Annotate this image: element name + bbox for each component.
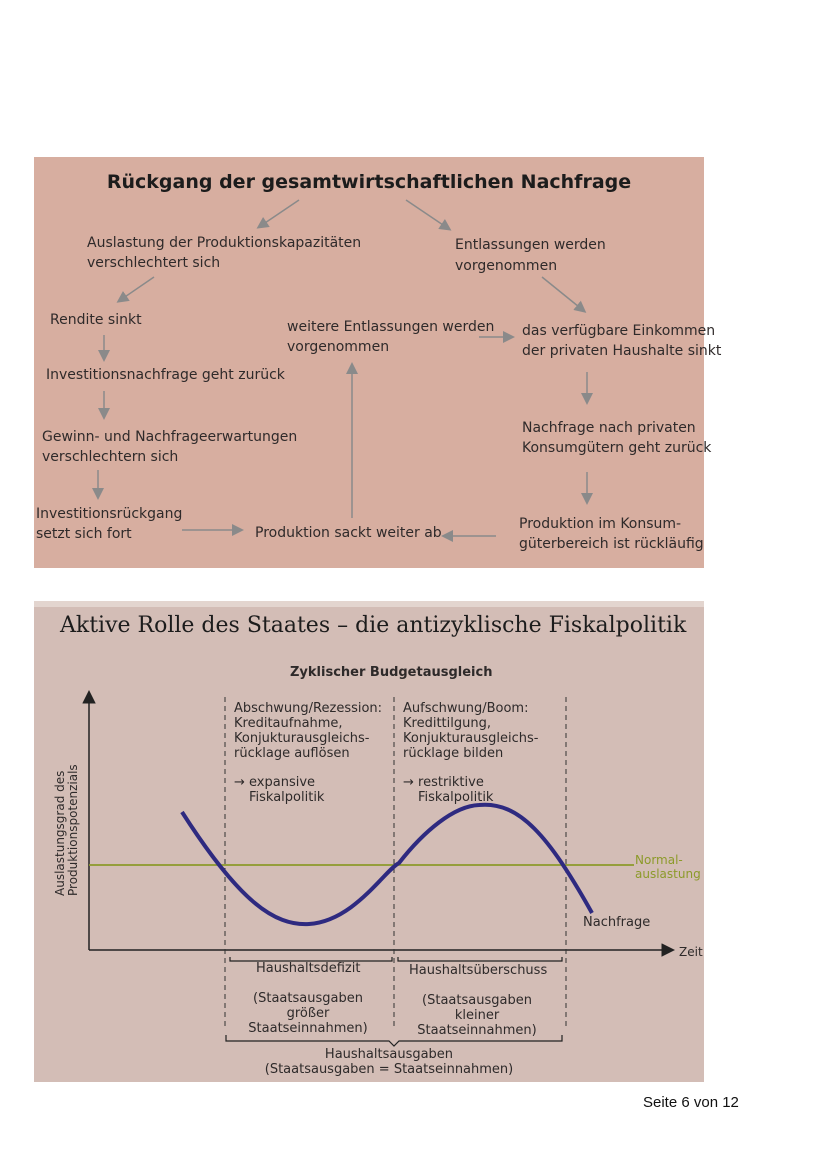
einkommen-line2: der privaten Haushalte sinkt [522, 343, 722, 359]
arrow-auslastung-rendite [119, 277, 154, 301]
normal-line2: auslastung [635, 867, 701, 881]
page-number: Seite 6 von 12 [643, 1094, 739, 1111]
subtitle-budgetausgleich: Zyklischer Budgetausgleich [290, 665, 493, 680]
expansive-line1: → expansive [234, 775, 316, 790]
auslastung-line2: verschlechtert sich [87, 255, 221, 271]
entlassungen-line1: Entlassungen werden [455, 237, 606, 253]
arrow-title-entlassungen [406, 200, 449, 229]
weitere-line2: vorgenommen [287, 339, 390, 355]
arrow-entlassungen-einkommen [542, 277, 584, 311]
box-investitionsnachfrage: Investitionsnachfrage geht zurück [46, 367, 285, 383]
diagram1-title: Rückgang der gesamtwirtschaftlichen Nachfrage [106, 171, 632, 193]
box-produktion-sackt: Produktion sackt weiter ab [255, 525, 442, 541]
x-axis-label: Zeit [679, 945, 703, 959]
box-gewinn [42, 427, 297, 467]
box-nachfrage-konsum [522, 418, 711, 458]
rueckgang-line1: Investitionsrückgang [36, 506, 183, 522]
ueberschuss-detail-1: (Staatsausgaben [422, 993, 532, 1008]
rueckgang-line2: setzt sich fort [36, 526, 132, 542]
ueberschuss-detail-2: kleiner [454, 1008, 500, 1023]
box-produktion-konsum [519, 514, 704, 554]
nachfrage-line2: Konsumgütern geht zurück [522, 440, 712, 456]
nachfrage-label: Nachfrage [583, 915, 651, 930]
restriktive-line1: → restriktive [403, 775, 484, 790]
abschwung-policy [234, 775, 324, 805]
konsum-line2: güterbereich ist rückläufig [519, 536, 704, 552]
defizit-detail-2: größer [286, 1006, 330, 1021]
box-einkommen [522, 321, 721, 361]
defizit-detail [248, 991, 368, 1036]
haushaltsausgaben-line2: (Staatsausgaben = Staatseinnahmen) [264, 1062, 514, 1077]
abschwung-line3: Konjukturausgleichs- [234, 731, 370, 746]
box-rendite: Rendite sinkt [50, 312, 142, 328]
normal-line1: Normal- [635, 853, 683, 867]
abschwung-line4: rücklage auflösen [234, 746, 350, 761]
haushaltsausgaben-line1: Haushaltsausgaben [324, 1047, 454, 1062]
abschwung-text [234, 701, 382, 761]
aufschwung-line4: rücklage bilden [403, 746, 504, 761]
flow-diagram-demand-decline [34, 157, 722, 568]
normal-auslastung-label [635, 853, 701, 881]
box-weitere-entlassungen [287, 317, 494, 357]
weitere-line1: weitere Entlassungen werden [287, 319, 495, 335]
box-auslastung [87, 233, 361, 273]
aufschwung-policy [403, 775, 493, 805]
ueberschuss-detail [417, 993, 537, 1038]
haushaltsausgaben-label [256, 1047, 522, 1077]
konsum-line1: Produktion im Konsum- [519, 516, 682, 532]
defizit-detail-3: Staatseinnahmen) [248, 1021, 368, 1036]
y-axis-label [54, 764, 80, 896]
auslastung-line1: Auslastung der Produktionskapazitäten [87, 235, 362, 251]
ueberschuss-detail-3: Staatseinnahmen) [417, 1023, 537, 1038]
bracket-ueberschuss [398, 957, 562, 961]
expansive-line2: Fiskalpolitik [249, 790, 325, 805]
box-entlassungen [455, 235, 606, 277]
diagram2-title: Aktive Rolle des Staates – die antizyklische Fiskalpolitik [60, 613, 687, 638]
haushaltsdefizit-label: Haushaltsdefizit [256, 961, 361, 976]
gewinn-line1: Gewinn- und Nachfrageerwartungen [42, 429, 298, 445]
arrow-title-auslastung [259, 200, 299, 227]
fiscal-policy-diagram [34, 601, 704, 1082]
einkommen-line1: das verfügbare Einkommen [522, 323, 716, 339]
aufschwung-line3: Konjukturausgleichs- [403, 731, 539, 746]
box-investitionsrueckgang [36, 504, 182, 544]
gewinn-line2: verschlechtern sich [42, 449, 179, 465]
y-label-line2: Produktionspotenzials [66, 764, 80, 896]
haushaltsueberschuss-label: Haushaltsüberschuss [409, 963, 548, 978]
aufschwung-line2: Kredittilgung, [403, 716, 491, 731]
defizit-detail-1: (Staatsausgaben [253, 991, 363, 1006]
y-label-line1: Auslastungsgrad des [53, 770, 67, 896]
entlassungen-line2: vorgenommen [455, 258, 558, 274]
aufschwung-text [403, 701, 538, 761]
nachfrage-line1: Nachfrage nach privaten [522, 420, 696, 436]
abschwung-line1: Abschwung/Rezession: [234, 701, 383, 716]
aufschwung-line1: Aufschwung/Boom: [403, 701, 529, 716]
restriktive-line2: Fiskalpolitik [418, 790, 494, 805]
abschwung-line2: Kreditaufnahme, [234, 716, 343, 731]
